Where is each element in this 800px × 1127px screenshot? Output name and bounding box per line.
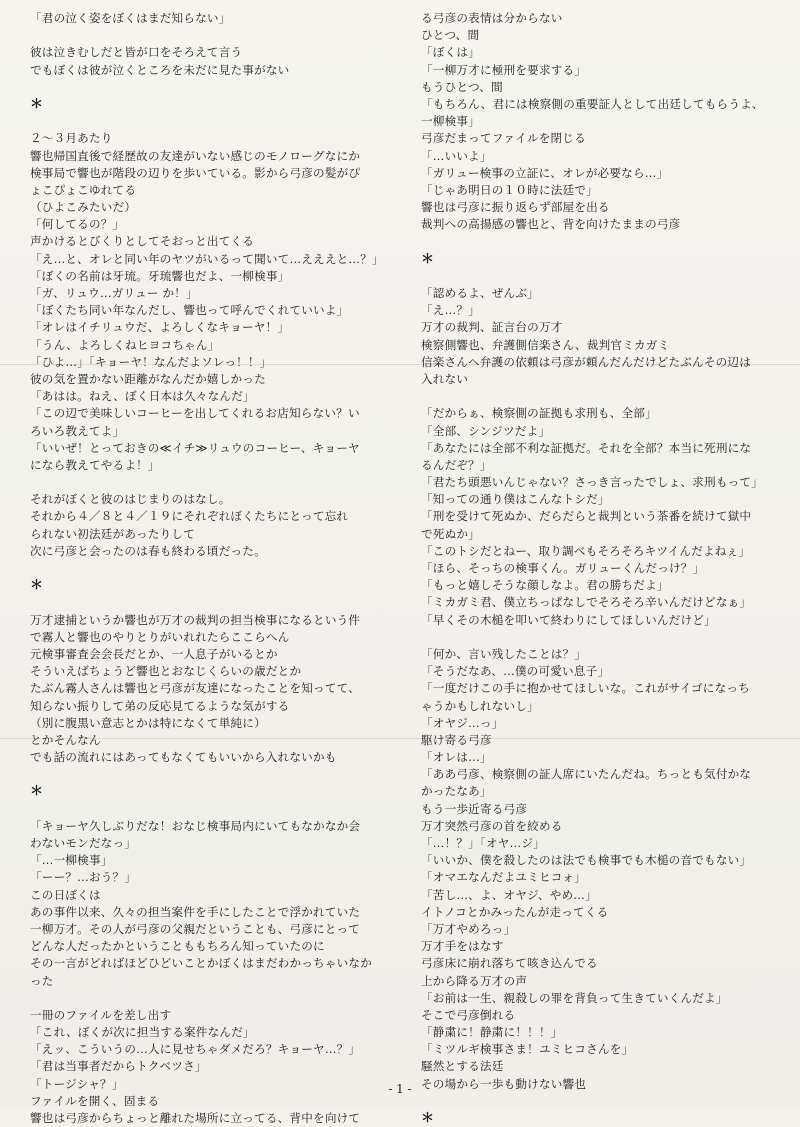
text-line: 「…いいよ」 <box>421 148 492 163</box>
text-line: 万才突然弓彦の首を絞める <box>421 818 563 833</box>
text-line: そこで弓彦倒れる <box>421 1007 516 1022</box>
text-line: 騒然とする法廷 <box>421 1059 504 1074</box>
text-line: でもぼくは彼が泣くところを未だに見た事がない <box>30 62 290 77</box>
text-line: 「キョーヤ久しぶりだな！おなじ検事局内にいてもなかなか会 <box>30 818 361 833</box>
text-line: 「じゃあ明日の１０時に法廷で」 <box>421 182 598 197</box>
text-line: 声かけるとびくりとしてそおっと出てくる <box>30 234 255 249</box>
text-line: もうひとつ、間 <box>421 79 503 94</box>
text-line: かったなあ」 <box>421 784 492 799</box>
text-line: 「知っての通り僕はこんなトシだ」 <box>421 492 610 507</box>
text-line: 「ぼくは」 <box>421 45 480 60</box>
text-line: 一柳検事」 <box>421 114 480 129</box>
section-separator: ＊ <box>421 1111 435 1126</box>
text-line: 入れない <box>421 371 469 386</box>
text-line: られない初法廷があったりして <box>30 526 195 541</box>
text-line: 「オレはイチリュウだ、よろしくなキョーヤ！」 <box>30 320 290 335</box>
blank-line <box>421 233 793 250</box>
page-number: - 1 - <box>388 1082 412 1096</box>
text-line: 「だからぁ、検察側の証拠も求刑も、全部」 <box>421 406 657 421</box>
text-line: あの事件以来、久々の担当案件を手にしたことで浮かれていた <box>30 904 361 919</box>
text-line: イトノコとかみったんが走ってくる <box>421 904 609 919</box>
text-line: 「これ、ぼくが次に担当する案件なんだ」 <box>30 1025 255 1040</box>
blank-line <box>30 113 402 130</box>
text-line: 弓彦だまってファイルを閉じる <box>421 131 586 146</box>
blank-line <box>30 27 402 44</box>
text-line: 「君たち頭悪いんじゃない？さっき言ったでしょ、求刑もって」 <box>421 475 764 490</box>
right-text-column <box>421 10 793 1127</box>
text-line: 信楽さんへ弁護の依頼は弓彦が頼んだんだけどたぶんその辺は <box>421 354 751 369</box>
blank-line <box>30 766 402 783</box>
text-line: 「オヤジ…っ」 <box>421 715 504 730</box>
text-line: 「ほら、そっちの検事くん。ガリューくんだっけ？」 <box>421 561 705 575</box>
text-line: その一言がどればほどひどいことかぼくはまだわかっちゃいなか <box>30 956 373 971</box>
text-line: 「え…？」 <box>421 303 480 318</box>
text-line: 彼は泣きむしだと皆が口をそろえて言う <box>30 45 243 60</box>
text-line: 「ガ、リュウ…ガリュー か！」 <box>30 286 198 300</box>
text-line: 「このトシだとねー、取り調べもそろそろキツイんだよねぇ」 <box>421 543 751 558</box>
section-separator: ＊ <box>30 578 44 594</box>
text-line: 「…！？」「オヤ…ジ」 <box>421 836 545 850</box>
blank-line <box>30 594 402 611</box>
text-line: 「えッ、こういうの…人に見せちゃダメだろ？キョーヤ…？」 <box>30 1042 361 1057</box>
blank-line <box>30 560 402 577</box>
text-line: 「ミツルギ検事さま！ユミヒコさんを」 <box>421 1042 634 1057</box>
text-line: 「ミカガミ君、僕立ちっぱなしでそろそろ辛いんだけどなぁ」 <box>421 595 752 610</box>
text-line: 「トージシャ？」 <box>30 1076 124 1091</box>
text-line: 響也帰国直後で経歴故の友達がいない感じのモノローグなにか <box>30 148 361 163</box>
text-line: 万才逮捕というか響也が万才の裁判の担当検事になるという件 <box>30 612 361 627</box>
text-line: 「ぼくの名前は牙琉。牙琉響也だよ、一柳検事」 <box>30 268 290 283</box>
blank-line <box>421 629 793 646</box>
text-line: 元検事審査会会長だとか、一人息子がいるとか <box>30 646 278 661</box>
text-line: 知らない振りして弟の反応見てるような気がする <box>30 698 290 713</box>
text-line: 駆け寄る弓彦 <box>421 732 492 747</box>
blank-line <box>421 388 793 405</box>
section-separator: ＊ <box>30 784 44 800</box>
text-line: 「あなたには全部不利な証拠だ。それを全部？本当に死刑にな <box>421 440 752 455</box>
text-line: 「あはは。ねえ、ぼく日本は久々なんだ」 <box>30 389 255 404</box>
text-line: ゃうかもしれないし」 <box>421 698 539 713</box>
text-line: 裁判への高揚感の響也と、背を向けたままの弓彦 <box>421 217 681 232</box>
blank-line <box>30 474 402 491</box>
text-line: 万才手をはなす <box>421 939 504 954</box>
blank-line <box>30 801 402 818</box>
text-line: る弓彦の表情は分からない <box>421 11 563 25</box>
blank-line <box>30 79 402 96</box>
text-line: 「何してるの？」 <box>30 217 125 232</box>
text-line: 「ああ弓彦、検察側の証人席にいたんだね。ちっとも気付かな <box>421 767 752 782</box>
text-line: どんな人だったかということももちろん知っていたのに <box>30 939 325 954</box>
text-line: 上から降る万才の声 <box>421 973 528 988</box>
text-line: その場から一歩も動けない響也 <box>421 1076 587 1091</box>
text-line: たぶん霧人さんは響也と弓彦が友達になったことを知ってて、 <box>30 681 360 696</box>
text-line: もう一歩近寄る弓彦 <box>421 801 528 816</box>
text-line: （ひよこみたいだ） <box>30 200 137 215</box>
text-line: 「一度だけこの手に抱かせてほしいな。これがサイゴになっち <box>421 681 750 696</box>
text-line: 「認めるよ、ぜんぶ」 <box>421 286 539 300</box>
text-line: それから４／８と４／１９にそれぞれぼくたちにとって忘れ <box>30 509 349 524</box>
text-line: 「この辺で美味しいコーヒーを出してくれるお店知らない？い <box>30 406 360 421</box>
text-line: 「全部、シンジツだよ」 <box>421 423 551 438</box>
text-line: でも話の流れにはあってもなくてもいいから入れないかも <box>30 750 337 765</box>
text-line: 一冊のファイルを差し出す <box>30 1007 172 1022</box>
text-line: 「万才やめろっ」 <box>421 921 516 936</box>
text-line: 「いいぜ！とっておきの≪イチ≫リュウのコーヒー、キョーヤ <box>30 440 360 455</box>
blank-line <box>421 268 793 285</box>
text-line: 「ひよ…」「キョーヤ！なんだよソレっ！！」 <box>30 354 272 369</box>
text-line: 響也は弓彦からちょっと離れた場所に立ってる、背中を向けて <box>30 1111 361 1125</box>
text-line: 「一柳万才に極刑を要求する」 <box>421 62 587 77</box>
text-line: とかそんなん <box>30 732 101 747</box>
text-line: ひとつ、間 <box>421 28 480 43</box>
text-line: 「え…と、オレと同い年のヤツがいるって聞いて…えええと…？」 <box>30 251 384 266</box>
text-line: 「何か、言い残したことは？」 <box>421 646 587 661</box>
text-line: 「そうだなあ、…僕の可愛い息子」 <box>421 664 610 679</box>
text-line: 「静粛に！静粛に！！！」 <box>421 1025 563 1040</box>
text-line: 「もっと嬉しそうな顔しなよ。君の勝ちだよ」 <box>421 578 669 593</box>
text-line: った <box>30 973 54 988</box>
text-line: ２～３月あたり <box>30 131 113 146</box>
text-line: 一柳万才。その人が弓彦の父親だということも、弓彦にとって <box>30 921 360 936</box>
text-line: 「君は当事者だからトクベツさ」 <box>30 1059 207 1074</box>
text-line: ょこぴょこゆれてる <box>30 182 137 197</box>
text-line: 「苦し…、よ、オヤジ、やめ…」 <box>421 887 597 902</box>
section-separator: ＊ <box>30 96 44 112</box>
text-line: 万才の裁判、証言台の万才 <box>421 320 563 335</box>
text-line: 「いいか、僕を殺したのは法でも検事でも木槌の音でもない」 <box>421 853 752 868</box>
text-line: で死ぬか」 <box>421 526 480 541</box>
text-line: ファイルを開く、固まる <box>30 1093 160 1108</box>
text-line: 「刑を受けて死ぬか、だらだらと裁判という茶番を続けて獄中 <box>421 509 752 524</box>
text-line: 「ぼくたち同い年なんだし、響也って呼んでくれていいよ」 <box>30 303 349 318</box>
text-line: ろいろ教えてよ」 <box>30 423 125 438</box>
text-line: 「ーー？…おう？」 <box>30 870 137 885</box>
text-line: 検事局で響也が階段の辺りを歩いている。影から弓彦の髪がぴ <box>30 165 361 180</box>
text-line: 検察側響也、弁護側信楽さん、裁判官ミカガミ <box>421 337 670 352</box>
text-line: それがぼくと彼のはじまりのはなし。 <box>30 492 231 507</box>
text-line: 「お前は一生、親殺しの罪を背負って生きていくんだよ」 <box>421 990 728 1005</box>
section-separator: ＊ <box>421 251 435 267</box>
text-line: そういえばちょうど響也とおなじくらいの歳だとか <box>30 664 302 679</box>
text-line: わないモンだなっ」 <box>30 836 137 850</box>
text-line: 「オマエなんだよユミヒコォ」 <box>421 870 586 885</box>
text-line: 「…一柳検事」 <box>30 853 113 868</box>
text-line: になら教えてやるよ！」 <box>30 457 160 472</box>
left-text-column <box>30 10 402 1127</box>
text-line: 「うん、よろしくねヒヨコちゃん」 <box>30 337 220 352</box>
text-line: この日ぼくは <box>30 887 101 902</box>
text-line: 「君の泣く姿をぼくはまだ知らない」 <box>30 11 231 25</box>
text-line: 「ガリュー検事の立証に、オレが必要なら…」 <box>421 165 669 180</box>
text-line: 「オレは…」 <box>421 750 492 765</box>
text-line: （別に腹黒い意志とかは特になくて単純に） <box>30 715 266 730</box>
text-line: 「早くその木槌を叩いて終わりにしてほしいんだけど」 <box>421 612 716 627</box>
text-line: 響也は弓彦に振り返らず部屋を出る <box>421 200 610 215</box>
text-line: 次に弓彦と会ったのは春も終わる頃だった。 <box>30 543 266 558</box>
blank-line <box>30 990 402 1007</box>
text-line: るんだぞ？」 <box>421 457 492 472</box>
text-line: 「もちろん、君には検察側の重要証人として出廷してもらうよ、 <box>421 96 764 111</box>
text-line: 弓彦床に崩れ落ちて咳き込んでる <box>421 956 598 971</box>
text-line: 彼の気を置かない距離がなんだか嬉しかった <box>30 371 266 386</box>
text-line: で霧人と響也のやりとりがいれれたらここらへん <box>30 629 290 644</box>
